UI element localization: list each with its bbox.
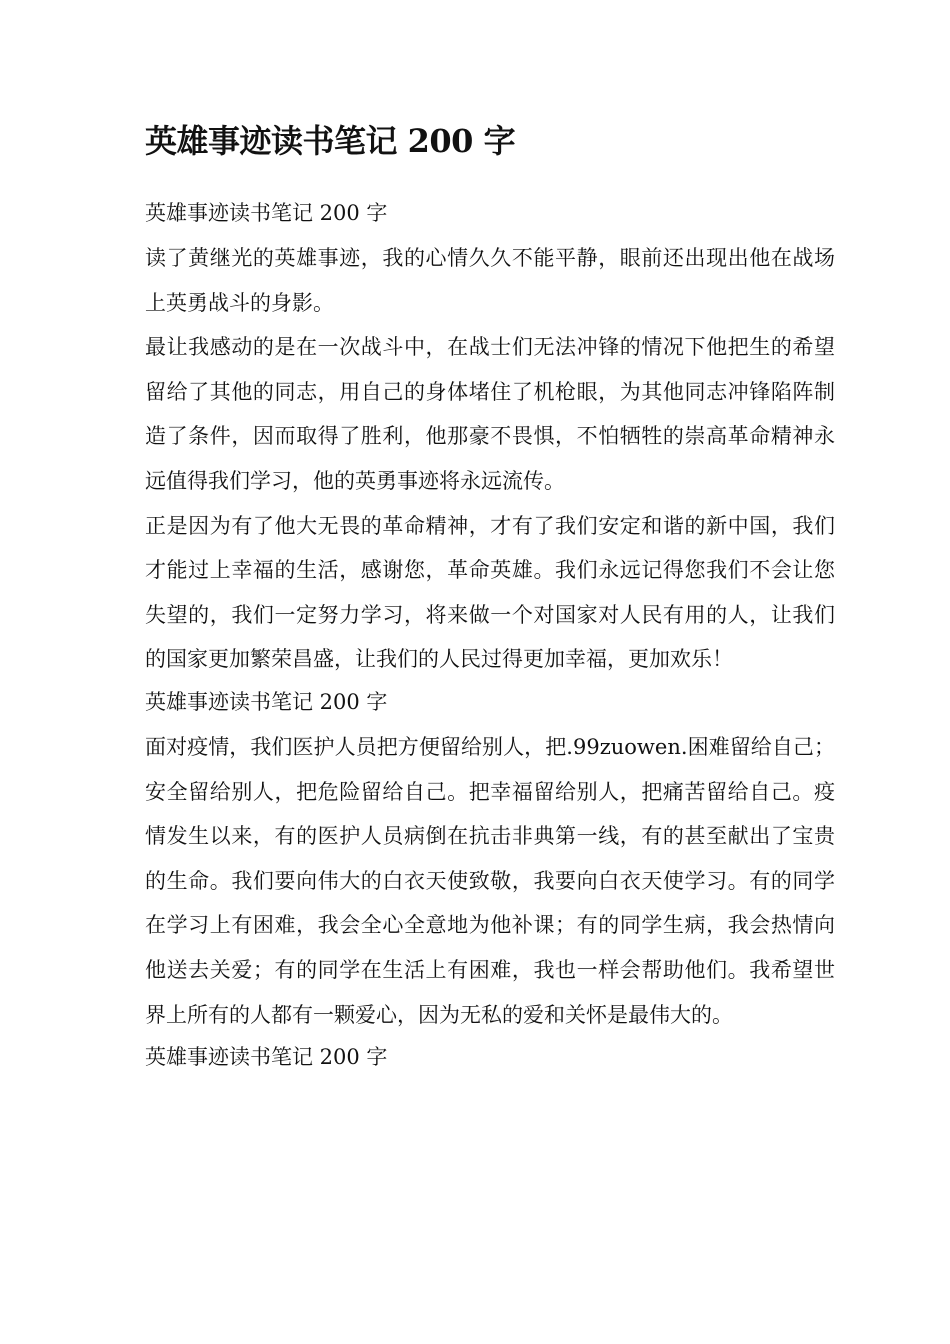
paragraph: 面对疫情，我们医护人员把方便留给别人，把.99zuowen.困难留给自己；安全留给别人，把危险留给自己。把幸福留给别人，把痛苦留给自己。疫情发生以来，有的医护人员病倒在抗击非典第一线，有的甚至献出了宝贵的生命。我们要向伟大的白衣天使致敬，我要向白衣天使学习。有的同学在学习上有困难，我会全心全意地为他补课；有的同学生病，我会热情向他送去关爱；有的同学在生活上有困难，我也一样会帮助他们。我希望世界上所有的人都有一颗爱心，因为无私的爱和关怀是最伟大的。 <box>145 734 835 1027</box>
paragraph: 正是因为有了他大无畏的革命精神，才有了我们安定和谐的新中国，我们才能过上幸福的生活，感谢您，革命英雄。我们永远记得您我们不会让您失望的，我们一定努力学习，将来做一个对国家对人民有用的人，让我们的国家更加繁荣昌盛，让我们的人民过得更加幸福，更加欢乐！ <box>145 513 835 672</box>
section-heading: 英雄事迹读书笔记 200 字 <box>145 201 388 225</box>
paragraph: 最让我感动的是在一次战斗中，在战士们无法冲锋的情况下他把生的希望留给了其他的同志，用自己的身体堵住了机枪眼，为其他同志冲锋陷阵制造了条件，因而取得了胜利，他那豪不畏惧，不怕牺牲的崇高革命精神永远值得我们学习，他的英勇事迹将永远流传。 <box>145 335 835 493</box>
section-heading: 英雄事迹读书笔记 200 字 <box>145 1045 388 1070</box>
section-heading: 英雄事迹读书笔记 200 字 <box>145 689 388 714</box>
document-body <box>145 193 835 1080</box>
document-title: 英雄事迹读书笔记 200 字 <box>145 122 516 160</box>
paragraph: 读了黄继光的英雄事迹，我的心情久久不能平静，眼前还出现出他在战场上英勇战斗的身影。 <box>145 246 835 315</box>
